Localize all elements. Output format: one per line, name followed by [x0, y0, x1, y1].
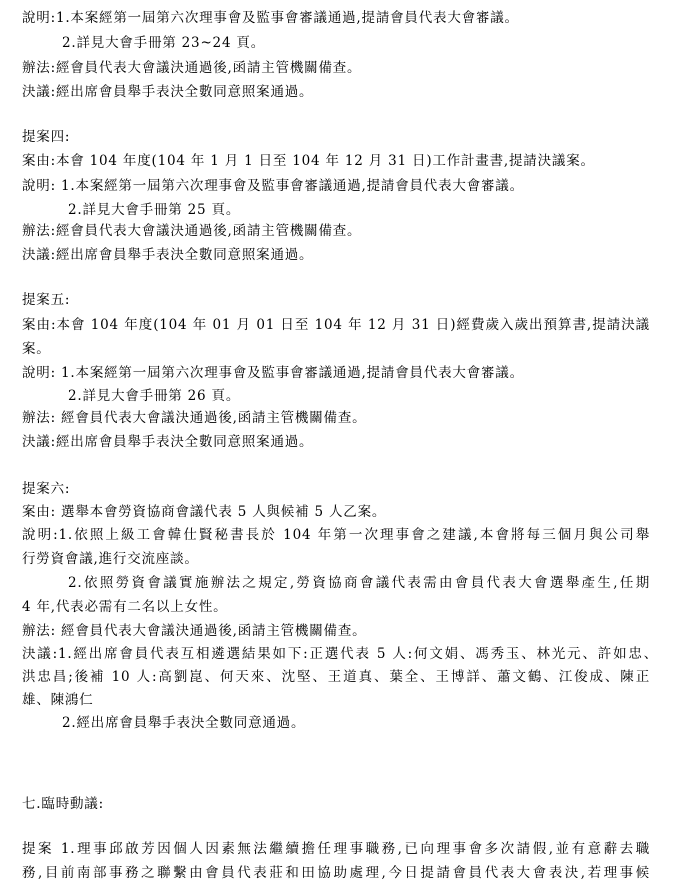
- text-line: 案由:本會 104 年度(104 年 01 月 01 日至 104 年 12 月 31 日)經費歲入歲出預算書,提請決議: [22, 317, 650, 333]
- text-line: 決議:經出席會員舉手表決全數同意照案通過。: [22, 434, 314, 450]
- text-line: 2.依照勞資會議實施辦法之規定,勞資協商會議代表需由會員代表大會選舉產生,任期: [68, 575, 650, 591]
- text-line: 2.詳見大會手冊第 26 頁。: [68, 388, 241, 404]
- text-line: 案由:本會 104 年度(104 年 1 月 1 日至 104 年 12 月 31 日)工作計畫書,提請決議案。: [22, 153, 595, 169]
- text-line: 行勞資會議,進行交流座談。: [22, 551, 199, 567]
- section-heading: 提案六:: [22, 481, 71, 497]
- text-line: 辦法: 經會員代表大會議決通過後,函請主管機關備查。: [22, 623, 367, 639]
- text-line: 2.經出席會員舉手表決全數同意通過。: [62, 715, 306, 731]
- text-line: 2.詳見大會手冊第 23~24 頁。: [62, 35, 266, 51]
- text-line: 決議:經出席會員舉手表決全數同意照案通過。: [22, 84, 314, 100]
- text-line: 說明:1.依照上級工會韓仕賢秘書長於 104 年第一次理事會之建議,本會將每三個月與公司舉: [22, 527, 650, 543]
- text-line: 辦法: 經會員代表大會議決通過後,函請主管機關備查。: [22, 410, 367, 426]
- text-line: 4 年,代表必需有二名以上女性。: [22, 599, 228, 615]
- text-line: 決議:1.經出席會員代表互相遴選結果如下:正選代表 5 人:何文娟、馮秀玉、林光元、許如忠、: [22, 646, 658, 662]
- section-heading: 提案四:: [22, 129, 71, 145]
- text-line: 說明: 1.本案經第一屆第六次理事會及監事會審議通過,提請會員代表大會審議。: [22, 178, 524, 194]
- text-line: 洪忠昌;後補 10 人:高劉崑、何天來、沈堅、王道真、葉全、王博詳、蕭文鶴、江俊成、陳正: [22, 669, 650, 685]
- text-line: 決議:經出席會員舉手表決全數同意照案通過。: [22, 247, 314, 263]
- text-line: 說明: 1.本案經第一屆第六次理事會及監事會審議通過,提請會員代表大會審議。: [22, 365, 524, 381]
- text-line: 辦法:經會員代表大會議決通過後,函請主管機關備查。: [22, 60, 362, 76]
- text-line: 說明:1.本案經第一屆第六次理事會及監事會審議通過,提請會員代表大會審議。: [22, 10, 519, 26]
- section-heading: 提案五:: [22, 292, 71, 308]
- text-line: 提案 1.理事邱啟芳因個人因素無法繼續擔任理事職務,已向理事會多次請假,並有意辭去職: [22, 841, 650, 857]
- text-line: 案。: [22, 341, 51, 357]
- text-line: 2.詳見大會手冊第 25 頁。: [68, 202, 241, 218]
- section-heading: 七.臨時動議:: [22, 796, 104, 812]
- text-line: 務,目前南部事務之聯繫由會員代表莊和田協助處理,今日提請會員代表大會表決,若理事候: [22, 865, 650, 881]
- text-line: 辦法:經會員代表大會議決通過後,函請主管機關備查。: [22, 223, 362, 239]
- text-line: 案由: 選舉本會勞資協商會議代表 5 人與候補 5 人乙案。: [22, 504, 387, 520]
- text-line: 雄、陳鴻仁: [22, 692, 94, 708]
